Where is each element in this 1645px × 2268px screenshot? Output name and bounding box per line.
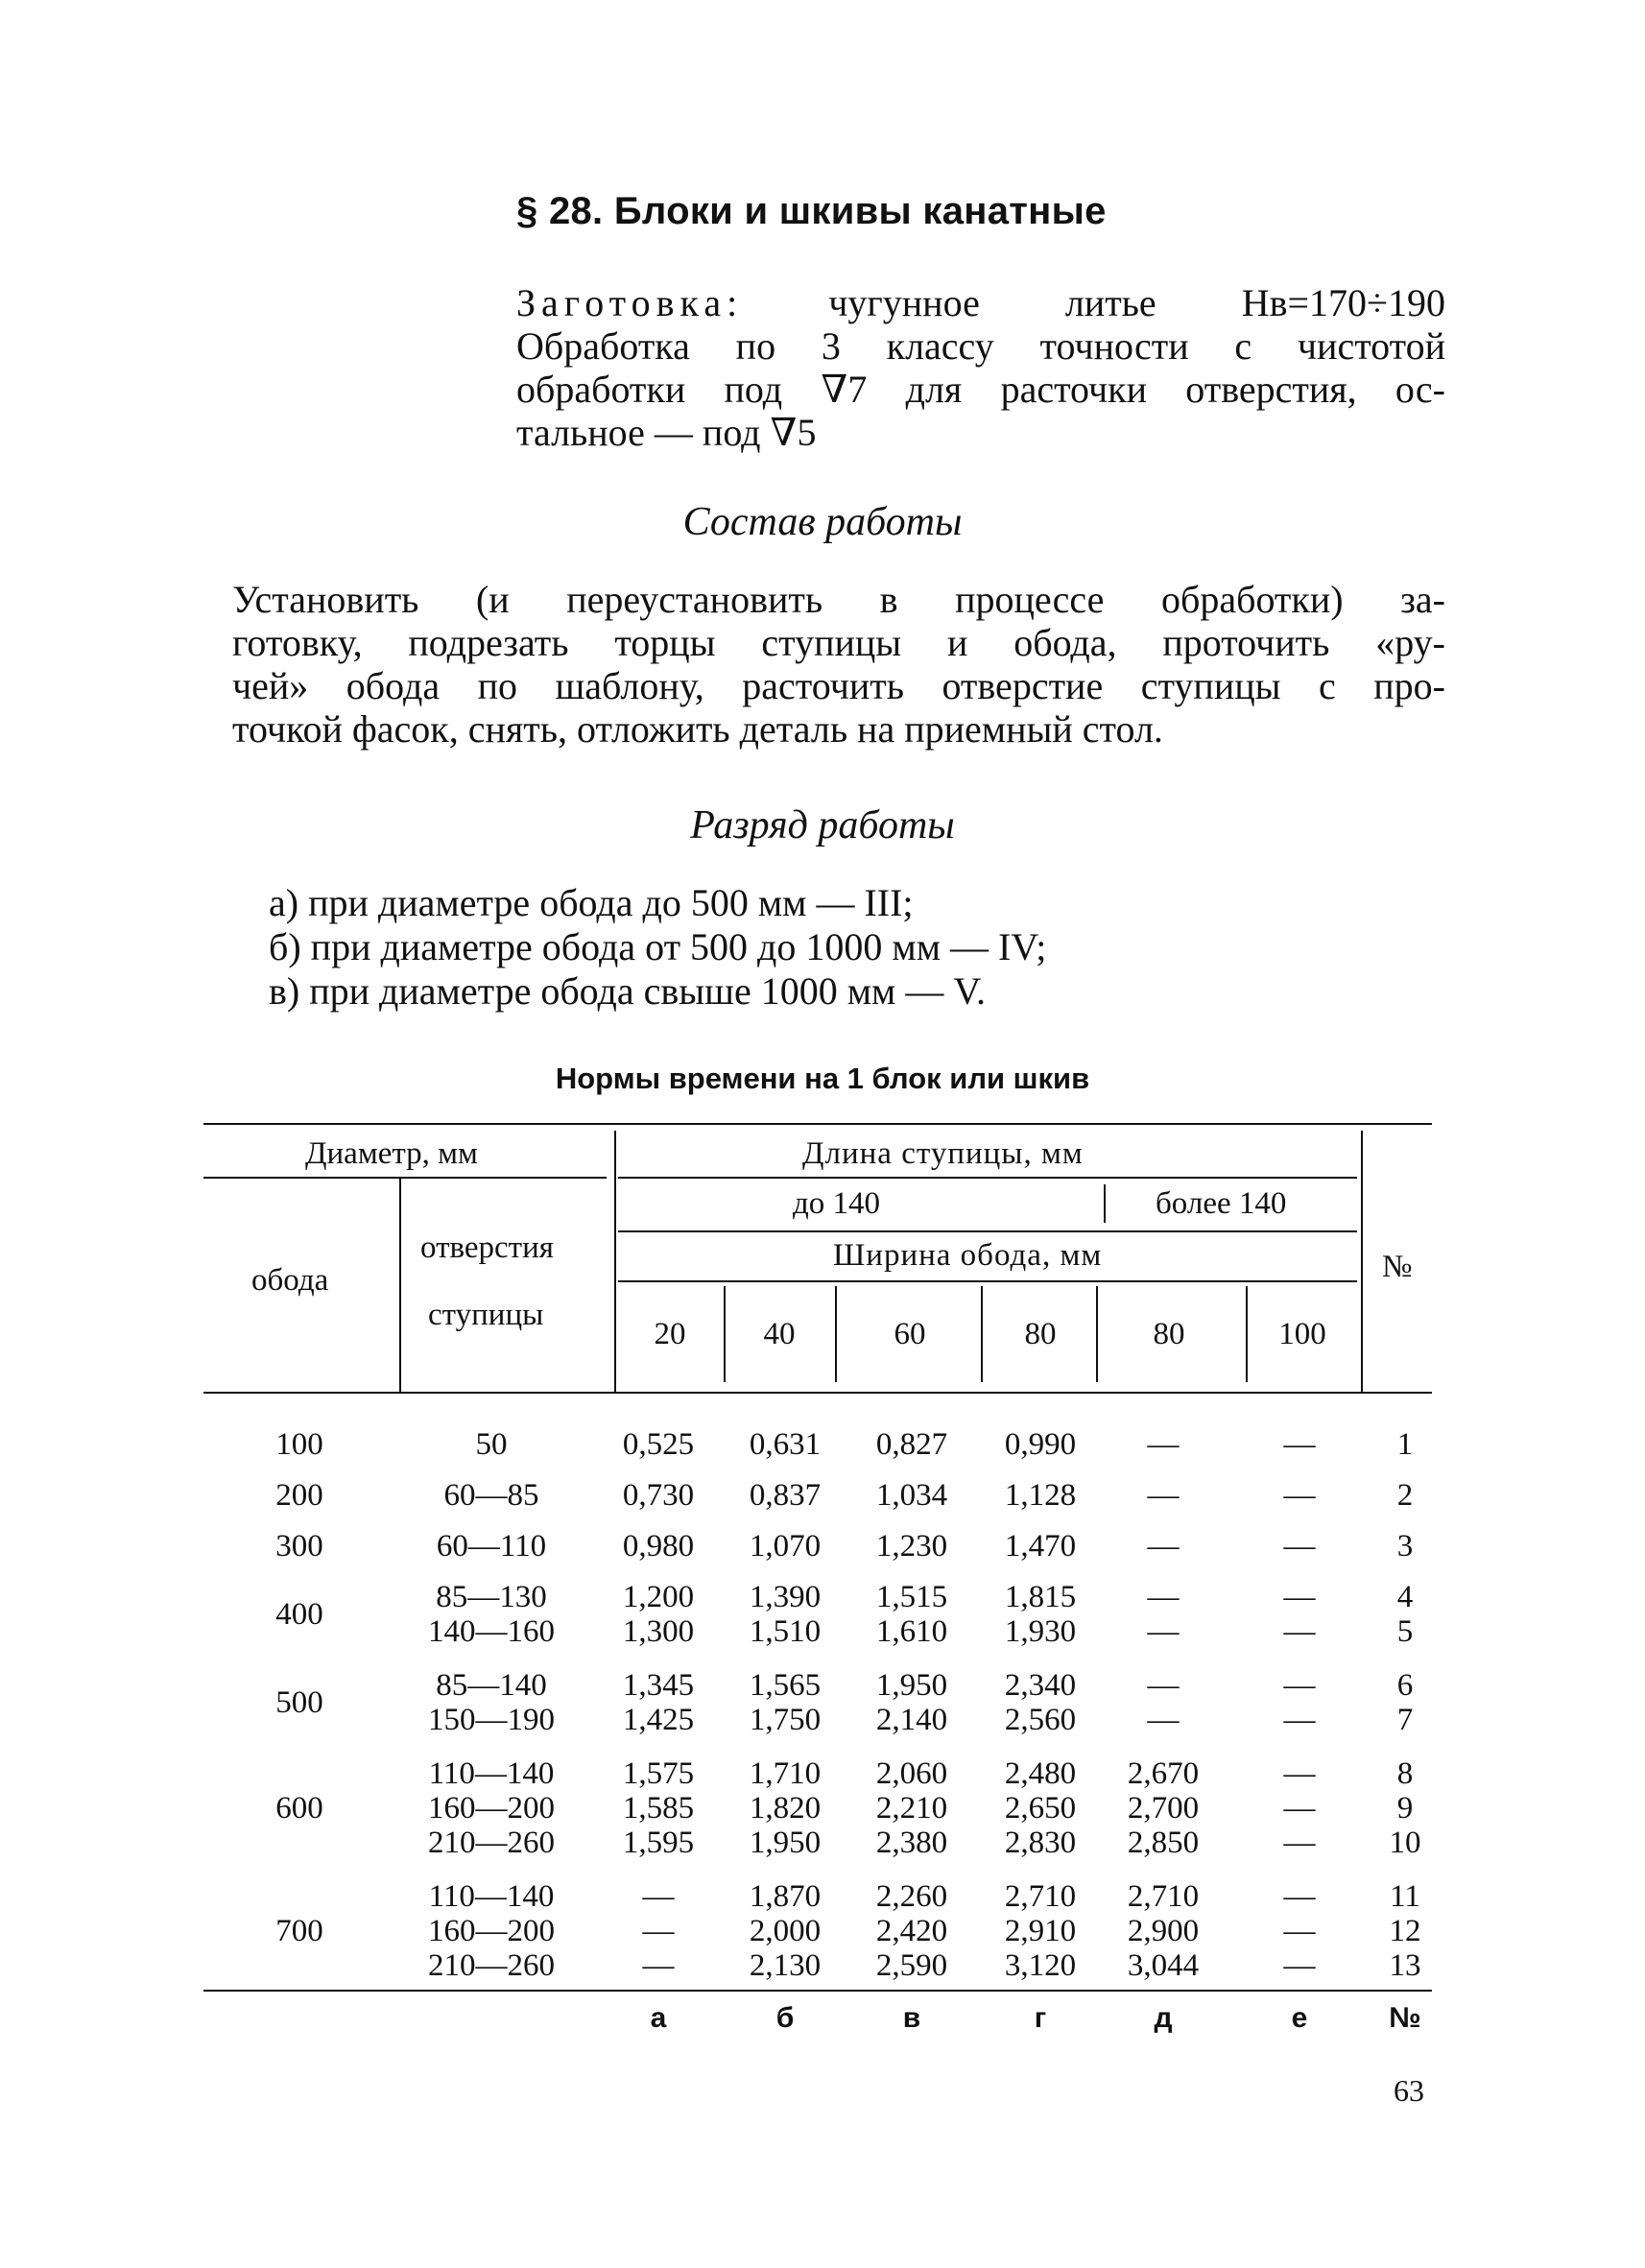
- page-number: 63: [1394, 2073, 1424, 2108]
- blank-line-1: [516, 281, 1445, 324]
- column-letter: №: [1389, 2002, 1421, 2034]
- time-norm-cell: 2,340: [1004, 1668, 1077, 1703]
- time-norm-cell: 2,670: [1127, 1756, 1200, 1791]
- time-norm-cell: 1,345: [622, 1668, 695, 1703]
- section-title: § 28. Блоки и шкивы канатные: [516, 190, 1107, 232]
- rim-header: обода: [251, 1263, 329, 1298]
- hole-diameter-cell: 85—140: [436, 1668, 547, 1703]
- time-norm-cell: —: [1283, 1668, 1316, 1703]
- time-norm-cell: 1,610: [875, 1614, 948, 1649]
- row-number-cell: 12: [1389, 1914, 1421, 1948]
- blank-label: Заготовка:: [516, 281, 744, 324]
- hole-header-2: ступицы: [428, 1298, 544, 1332]
- time-norm-cell: 0,827: [875, 1427, 948, 1462]
- time-norm-cell: 1,710: [749, 1756, 822, 1791]
- time-norm-cell: 2,710: [1127, 1879, 1200, 1914]
- header-divider: [835, 1286, 837, 1382]
- time-norm-cell: 2,480: [1004, 1756, 1077, 1791]
- width-header: 60: [894, 1317, 926, 1351]
- time-norm-cell: 2,700: [1127, 1791, 1200, 1826]
- work-grade-item: в) при диаметре обода свыше 1000 мм — V.: [269, 969, 987, 1013]
- diameter-rule: [203, 1177, 607, 1179]
- rim-diameter-cell: 500: [275, 1685, 323, 1720]
- time-norm-cell: 1,575: [622, 1756, 695, 1791]
- time-norm-cell: 2,850: [1127, 1826, 1200, 1860]
- column-letter: а: [650, 2002, 667, 2034]
- time-norm-cell: —: [1283, 1478, 1316, 1513]
- time-norm-cell: —: [1283, 1614, 1316, 1649]
- blank-line-3: обработки под ∇7 для расточки отверстия, ос-: [516, 368, 1445, 411]
- time-norm-cell: 2,060: [875, 1756, 948, 1791]
- width-header: 40: [763, 1317, 796, 1351]
- time-norm-cell: 1,230: [875, 1529, 948, 1564]
- header-divider: [981, 1286, 983, 1382]
- row-number-cell: 10: [1389, 1826, 1421, 1860]
- row-number-cell: 7: [1396, 1703, 1414, 1737]
- work-grade-title: Разряд работы: [690, 803, 955, 848]
- time-norm-cell: 2,830: [1004, 1826, 1077, 1860]
- hole-diameter-cell: 60—110: [436, 1529, 547, 1564]
- time-norm-cell: 2,210: [875, 1791, 948, 1826]
- header-divider: [1361, 1131, 1363, 1392]
- time-norm-cell: —: [1283, 1948, 1316, 1983]
- time-norm-cell: —: [1147, 1668, 1180, 1703]
- over140-header: более 140: [1156, 1186, 1287, 1221]
- row-number-cell: 5: [1396, 1614, 1414, 1649]
- header-divider: [724, 1286, 726, 1382]
- work-composition-line-3: чей» обода по шаблону, расточить отверстие ступицы с про-: [232, 664, 1445, 707]
- time-norm-cell: 2,650: [1004, 1791, 1077, 1826]
- time-norm-cell: 1,425: [622, 1703, 695, 1737]
- hole-diameter-cell: 160—200: [428, 1914, 555, 1948]
- time-norm-cell: 2,140: [875, 1703, 948, 1737]
- rim-diameter-cell: 100: [275, 1427, 323, 1462]
- time-norm-cell: 1,070: [749, 1529, 822, 1564]
- header-divider: [1246, 1286, 1248, 1382]
- row-number-cell: 11: [1390, 1879, 1420, 1914]
- time-norm-cell: 1,128: [1004, 1478, 1077, 1513]
- rim-diameter-cell: 200: [275, 1478, 323, 1513]
- width-header: 20: [654, 1317, 686, 1351]
- hole-diameter-cell: 150—190: [428, 1703, 555, 1737]
- time-norm-cell: 1,565: [749, 1668, 822, 1703]
- time-norm-cell: —: [642, 1914, 675, 1948]
- time-norm-cell: —: [1147, 1478, 1180, 1513]
- time-norm-cell: 2,420: [875, 1914, 948, 1948]
- time-norm-cell: 1,034: [875, 1478, 948, 1513]
- table-bottom-rule: [203, 1990, 1432, 1992]
- time-norm-cell: —: [1147, 1427, 1180, 1462]
- work-grade-item: б) при диаметре обода от 500 до 1000 мм — IV;: [269, 925, 1047, 968]
- row-number-cell: 13: [1389, 1948, 1421, 1983]
- time-norm-cell: 2,910: [1004, 1914, 1077, 1948]
- time-norm-cell: 2,560: [1004, 1703, 1077, 1737]
- time-norm-cell: 1,390: [749, 1580, 822, 1614]
- time-norm-cell: 1,470: [1004, 1529, 1077, 1564]
- upto140-header: до 140: [793, 1186, 881, 1221]
- time-norm-cell: —: [1283, 1427, 1316, 1462]
- header-divider: [1096, 1286, 1098, 1382]
- time-norm-cell: 2,590: [875, 1948, 948, 1983]
- time-norm-cell: —: [1283, 1529, 1316, 1564]
- time-norm-cell: —: [1283, 1914, 1316, 1948]
- time-norm-cell: —: [1283, 1580, 1316, 1614]
- time-norm-cell: 1,595: [622, 1826, 695, 1860]
- blank-line-4: тальное — под ∇5: [516, 411, 817, 454]
- time-norm-cell: —: [642, 1948, 675, 1983]
- table-title: Нормы времени на 1 блок или шкив: [555, 1062, 1090, 1095]
- rim-diameter-cell: 300: [275, 1529, 323, 1564]
- work-composition-line-4: точкой фасок, снять, отложить деталь на приемный стол.: [232, 707, 1163, 751]
- hole-diameter-cell: 50: [475, 1427, 508, 1462]
- rim-diameter-cell: 600: [275, 1791, 323, 1826]
- work-composition-line-1: Установить (и переустановить в процессе обработки) за-: [232, 578, 1445, 621]
- time-norm-cell: —: [642, 1879, 675, 1914]
- hole-diameter-cell: 60—85: [443, 1478, 539, 1513]
- time-norm-cell: —: [1147, 1580, 1180, 1614]
- row-number-cell: 4: [1396, 1580, 1414, 1614]
- time-norm-cell: 1,950: [749, 1826, 822, 1860]
- header-divider: [1104, 1184, 1106, 1223]
- time-norm-cell: 1,515: [875, 1580, 948, 1614]
- rim-diameter-cell: 700: [275, 1914, 323, 1948]
- rim-width-rule: [618, 1280, 1357, 1282]
- time-norm-cell: 3,044: [1127, 1948, 1200, 1983]
- blank-material: чугунное литье Нв=170÷190: [743, 281, 1445, 324]
- time-norm-cell: 0,730: [622, 1478, 695, 1513]
- rim-width-header: Ширина обода, мм: [833, 1238, 1103, 1273]
- time-norm-cell: 1,200: [622, 1580, 695, 1614]
- hole-header-1: отверстия: [420, 1230, 554, 1265]
- time-norm-cell: —: [1283, 1879, 1316, 1914]
- column-letter: в: [902, 2002, 921, 2034]
- time-norm-cell: 3,120: [1004, 1948, 1077, 1983]
- time-norm-cell: 0,525: [622, 1427, 695, 1462]
- blank-line-2: Обработка по 3 классу точности с чистотой: [516, 324, 1445, 368]
- time-norm-cell: 0,980: [622, 1529, 695, 1564]
- time-norm-cell: 1,870: [749, 1879, 822, 1914]
- row-number-cell: 2: [1396, 1478, 1414, 1513]
- column-letter: г: [1034, 2002, 1047, 2034]
- row-number-cell: 8: [1396, 1756, 1414, 1791]
- time-norm-cell: 2,260: [875, 1879, 948, 1914]
- time-norm-cell: 1,815: [1004, 1580, 1077, 1614]
- time-norm-cell: 2,000: [749, 1914, 822, 1948]
- hole-diameter-cell: 140—160: [428, 1614, 555, 1649]
- hole-diameter-cell: 210—260: [428, 1826, 555, 1860]
- time-norm-cell: —: [1283, 1826, 1316, 1860]
- work-grade-item: а) при диаметре обода до 500 мм — III;: [269, 881, 914, 924]
- row-number-cell: 3: [1396, 1529, 1414, 1564]
- time-norm-cell: 2,900: [1127, 1914, 1200, 1948]
- blank-paragraph: [516, 281, 1445, 454]
- hole-diameter-cell: 110—140: [428, 1879, 555, 1914]
- time-norm-cell: —: [1147, 1703, 1180, 1737]
- hole-diameter-cell: 110—140: [428, 1756, 555, 1791]
- work-composition-line-2: готовку, подрезать торцы ступицы и обода, проточить «ру-: [232, 621, 1445, 664]
- work-grade-list: [269, 881, 1046, 1014]
- time-norm-cell: 0,990: [1004, 1427, 1077, 1462]
- work-composition-paragraph: [232, 578, 1445, 751]
- upto140-rule: [618, 1230, 1357, 1232]
- time-norm-cell: 0,837: [749, 1478, 822, 1513]
- time-norm-cell: 2,130: [749, 1948, 822, 1983]
- row-number-cell: 9: [1396, 1791, 1414, 1826]
- number-header: №: [1382, 1250, 1413, 1284]
- time-norm-cell: 1,930: [1004, 1614, 1077, 1649]
- time-norm-cell: —: [1147, 1529, 1180, 1564]
- time-norm-cell: 1,300: [622, 1614, 695, 1649]
- rim-diameter-cell: 400: [275, 1597, 323, 1632]
- time-norm-cell: —: [1283, 1756, 1316, 1791]
- time-norm-cell: 2,710: [1004, 1879, 1077, 1914]
- hub-length-header: Длина ступицы, мм: [802, 1136, 1084, 1171]
- hole-diameter-cell: 85—130: [436, 1580, 547, 1614]
- time-norm-cell: 1,585: [622, 1791, 695, 1826]
- header-divider: [399, 1179, 401, 1392]
- time-norm-cell: 1,820: [749, 1791, 822, 1826]
- hole-diameter-cell: 160—200: [428, 1791, 555, 1826]
- table-top-rule: [203, 1123, 1432, 1125]
- time-norm-cell: —: [1283, 1703, 1316, 1737]
- time-norm-cell: —: [1283, 1791, 1316, 1826]
- work-composition-title: Состав работы: [682, 500, 963, 544]
- hole-diameter-cell: 210—260: [428, 1948, 555, 1983]
- row-number-cell: 1: [1396, 1427, 1414, 1462]
- row-number-cell: 6: [1396, 1668, 1414, 1703]
- width-header: 100: [1278, 1317, 1326, 1351]
- column-letter: д: [1154, 2002, 1173, 2034]
- time-norm-cell: 2,380: [875, 1826, 948, 1860]
- time-norm-cell: 0,631: [749, 1427, 822, 1462]
- hub-length-rule: [618, 1177, 1357, 1179]
- column-letter: е: [1291, 2002, 1308, 2034]
- time-norm-cell: 1,750: [749, 1703, 822, 1737]
- header-bottom-rule: [203, 1392, 1432, 1394]
- width-header: 80: [1153, 1317, 1185, 1351]
- column-letter: б: [775, 2002, 795, 2034]
- width-header: 80: [1024, 1317, 1057, 1351]
- time-norm-cell: 1,510: [749, 1614, 822, 1649]
- time-norm-cell: —: [1147, 1614, 1180, 1649]
- header-divider: [614, 1131, 616, 1392]
- time-norm-cell: 1,950: [875, 1668, 948, 1703]
- diameter-header: Диаметр, мм: [305, 1136, 478, 1171]
